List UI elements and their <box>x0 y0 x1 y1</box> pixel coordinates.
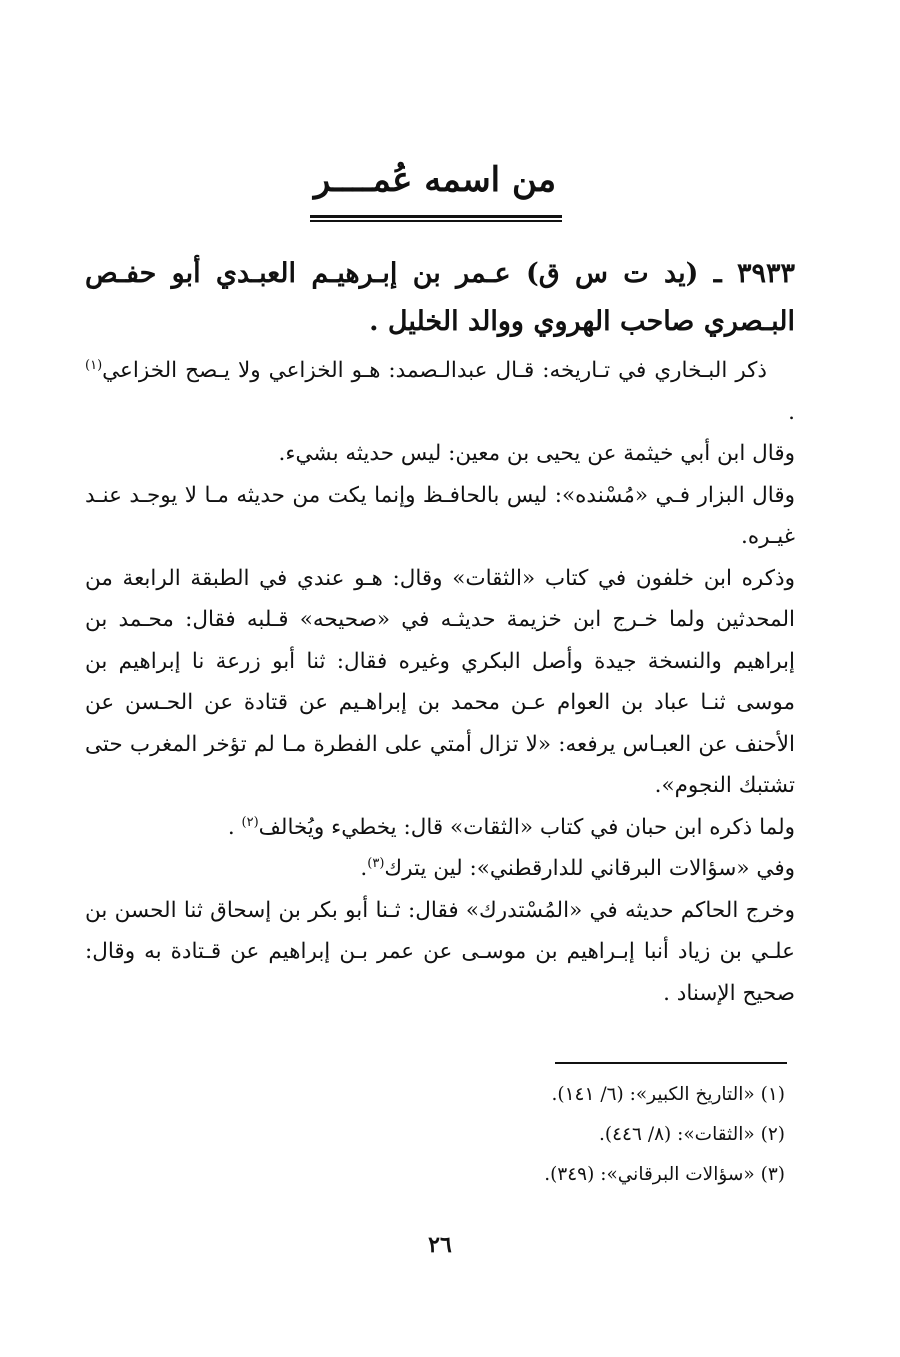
paragraph-barqani <box>85 848 795 890</box>
paragraph-ibn-hibban <box>85 807 795 849</box>
footnote-marker: (١) <box>85 357 103 373</box>
section-heading: من اسمه عُمــــر <box>313 160 557 200</box>
heading-underline <box>310 215 562 218</box>
paragraph-text: وفي «سؤالات البرقاني للدارقطني»: لين يترك <box>384 856 795 881</box>
paragraph-ibn-abi-khaythama <box>85 433 795 475</box>
paragraph-text: ولما ذكره ابن حبان في كتاب «الثقات» قال: يخطيء ويُخالف <box>258 814 795 840</box>
entry-body <box>85 350 795 1014</box>
footnote-marker: (٣) <box>367 855 385 871</box>
entry-title: ٣٩٣٣ ـ (يد ت س ق) عـمر بن إبـرهيـم العبـدي أبو حفـص البـصري صاحب الهروي ووالد الخليل . <box>85 258 795 337</box>
paragraph-hakim <box>85 890 795 1015</box>
paragraph-tail: . <box>788 399 795 425</box>
heading-underline-second <box>310 220 562 222</box>
page-number: ٢٦ <box>428 1232 452 1258</box>
footnote-marker: (٢) <box>241 814 259 830</box>
footnote-separator <box>555 1062 787 1064</box>
paragraph-ibn-khalfun <box>85 558 795 807</box>
paragraph-text: وقال ابن أبي خيثمة عن يحيى بن معين: ليس حديثه بشيء. <box>278 441 795 466</box>
footnote-3: (٣) «سؤالات البرقاني»: (٣٤٩). <box>544 1164 785 1185</box>
paragraph-text: ذكر البـخاري في تـاريخه: قـال عبدالـصمد: هـو الخزاعي ولا يـصح الخزاعي <box>102 358 767 383</box>
paragraph-text: وخرج الحاكم حديثه في «المُسْتدرك» فقال: ثـنا أبو بكر بن إسحاق ثنا الحسن بن علـي بن زياد أنبا إبـراهيم بن موسـى عن عمر بـن إبراهيم عن قـتادة به وقال: صحيح الإسناد . <box>85 897 795 1006</box>
paragraph-tail: . <box>360 856 368 881</box>
paragraph-tail: . <box>227 814 242 840</box>
paragraph-bukhari <box>85 350 795 433</box>
paragraph-text: وقال البزار فـي «مُسْنده»: ليس بالحافـظ وإنما يكت من حديثه مـا لا يوجـد عنـد غيـره. <box>85 482 795 549</box>
paragraph-bazzar <box>85 475 795 558</box>
paragraph-text: وذكره ابن خلفون في كتاب «الثقات» وقال: هـو عندي في الطبقة الرابعة من المحدثين ولما خـرج ابن خزيمة حديثـه في «صحيحه» قـلبه فقال: محـمد بن إبراهيم والنسخة جيدة وأصل البكري وغيره فقال: ثنا أبو زرعة نا إبراهيم بن موسى ثنـا عباد بن العوام عـن محمد بن إبراهـيم عن قتادة عن الحـسن عن الأحنف عن العبـاس يرفعه: «لا تزال أمتي على الفطرة مـا لم تؤخر المغرب حتى تشتبك النجوم». <box>85 565 795 798</box>
footnote-1: (١) «التاريخ الكبير»: (٦/ ١٤١). <box>551 1084 785 1105</box>
footnote-2: (٢) «الثقات»: (٨/ ٤٤٦). <box>599 1124 785 1145</box>
footnotes <box>85 1075 785 1195</box>
